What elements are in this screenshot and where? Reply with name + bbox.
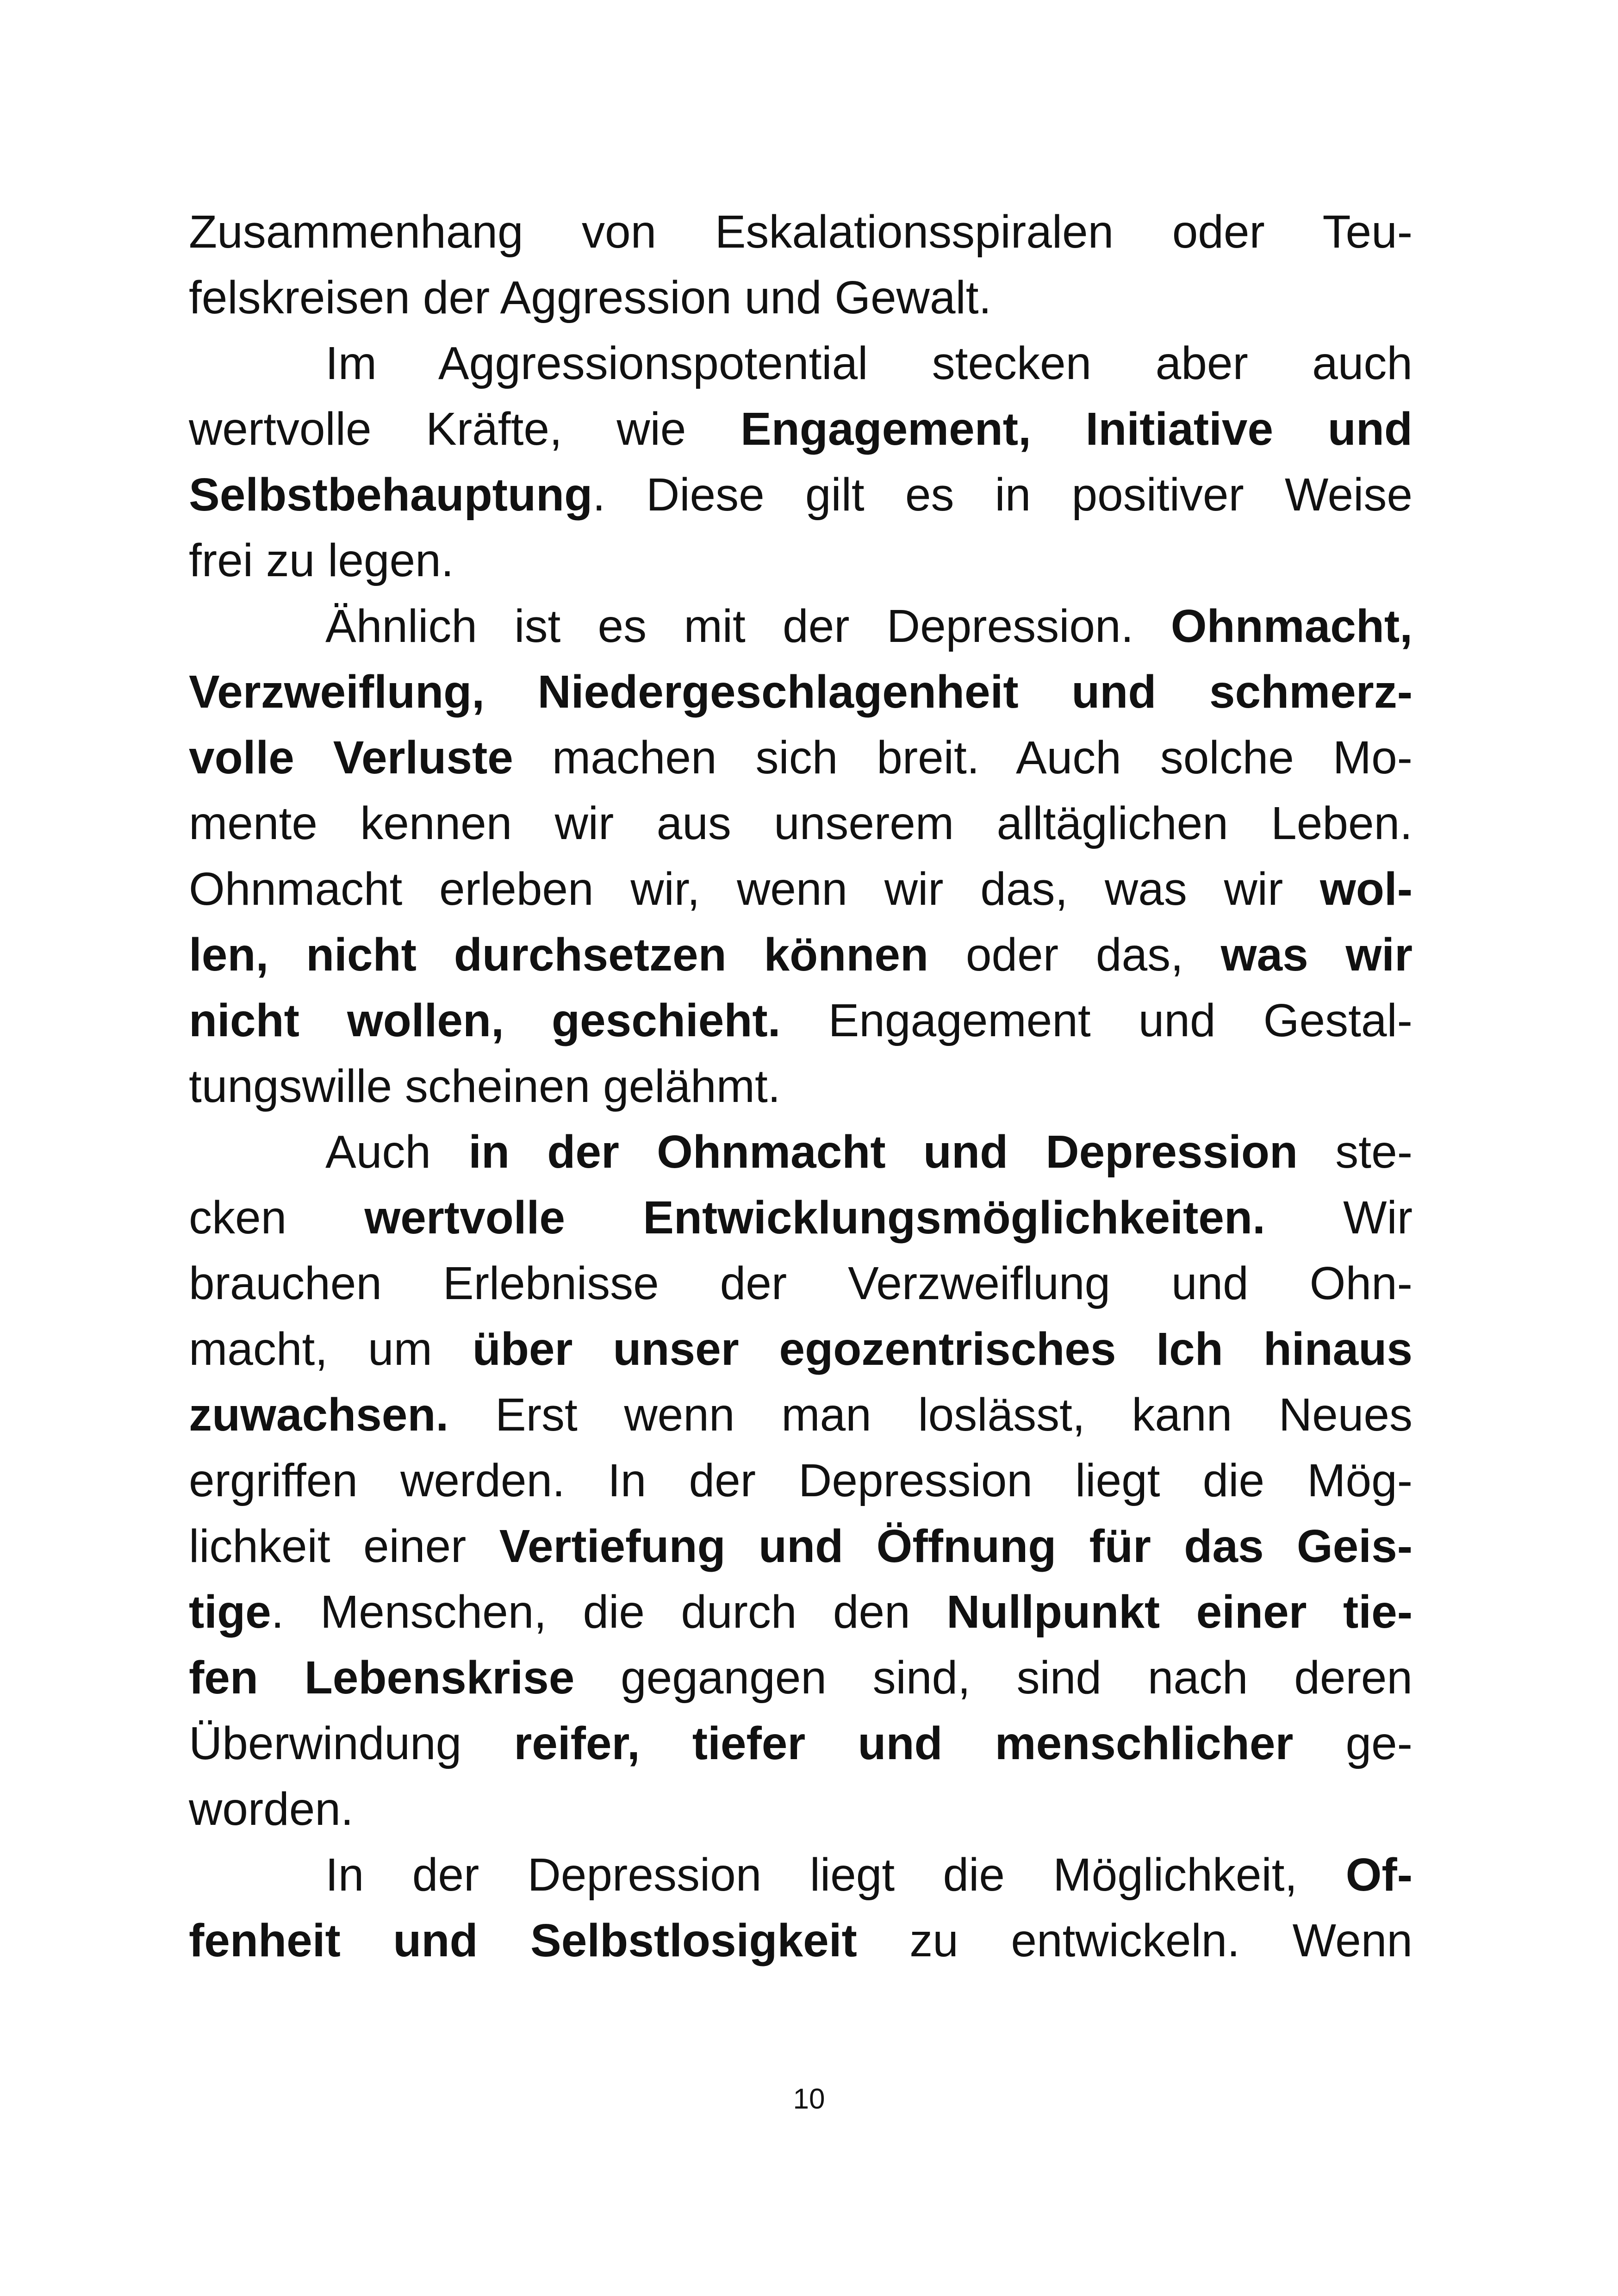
text-line	[189, 1579, 1413, 1645]
text-line	[189, 1842, 1413, 1908]
text-line	[189, 790, 1413, 856]
text-segment: cken	[189, 1192, 365, 1244]
text-segment: worden.	[189, 1783, 354, 1835]
text-line	[189, 265, 1413, 330]
bold-text: was wir	[1220, 929, 1413, 981]
text-segment: Auch	[325, 1126, 469, 1178]
text-segment: felskreisen der Aggression und Gewalt.	[189, 272, 992, 324]
text-segment: Erst wenn man loslässt, kann Neues	[448, 1389, 1413, 1441]
bold-text: len, nicht durchsetzen können	[189, 929, 929, 981]
bold-text: fenheit und Selbstlosigkeit	[189, 1915, 857, 1966]
bold-text: reifer, tiefer und menschlicher	[514, 1717, 1294, 1769]
text-segment: . Menschen, die durch den	[271, 1586, 947, 1638]
text-segment: zu entwickeln. Wenn	[857, 1915, 1413, 1966]
text-line	[189, 462, 1413, 528]
bold-text: Engagement, Initiative und	[741, 403, 1413, 455]
text-segment: Überwindung	[189, 1717, 514, 1769]
text-segment: oder das,	[928, 929, 1221, 981]
text-segment: Engagement und Gestal-	[780, 995, 1413, 1046]
bold-text: Ohnmacht,	[1170, 600, 1413, 652]
bold-text: Vertiefung und Öffnung für das Geis-	[499, 1520, 1413, 1572]
text-line	[189, 1711, 1413, 1776]
text-segment: In der Depression liegt die Möglichkeit,	[325, 1849, 1346, 1901]
text-line	[189, 1908, 1413, 1973]
text-segment: ergriffen werden. In der Depression liegt die Mög-	[189, 1455, 1413, 1506]
text-segment: gegangen sind, sind nach deren	[574, 1652, 1413, 1704]
text-line	[189, 659, 1413, 725]
text-segment: lichkeit einer	[189, 1520, 499, 1572]
text-segment: mente kennen wir aus unserem alltäglichen Leben.	[189, 797, 1413, 849]
text-line	[189, 922, 1413, 988]
bold-text: über unser egozentrisches Ich hinaus	[472, 1323, 1413, 1375]
text-line	[189, 1776, 1413, 1842]
text-segment: ge-	[1293, 1717, 1413, 1769]
text-line	[189, 1448, 1413, 1513]
text-line	[189, 856, 1413, 922]
body-text	[189, 199, 1413, 1973]
text-segment: Ähnlich ist es mit der Depression.	[325, 600, 1171, 652]
text-segment: Im Aggressionspotential stecken aber auch	[325, 337, 1413, 389]
text-line	[189, 1251, 1413, 1316]
bold-text: Of-	[1345, 1849, 1413, 1901]
text-segment: wertvolle Kräfte, wie	[189, 403, 741, 455]
text-line	[189, 528, 1413, 593]
text-segment: . Diese gilt es in positiver Weise	[592, 469, 1413, 521]
text-segment: tungswille scheinen gelähmt.	[189, 1060, 781, 1112]
text-line	[189, 725, 1413, 790]
bold-text: zuwachsen.	[189, 1389, 449, 1441]
text-line	[189, 593, 1413, 659]
page-number: 10	[793, 2083, 825, 2115]
text-segment: frei zu legen.	[189, 535, 454, 586]
text-segment: brauchen Erlebnisse der Verzweiflung und Ohn-	[189, 1257, 1413, 1309]
text-segment: Wir	[1265, 1192, 1413, 1244]
bold-text: nicht wollen, geschieht.	[189, 995, 781, 1046]
bold-text: Verzweiflung, Niedergeschlagenheit und schmerz-	[189, 666, 1413, 718]
text-line	[189, 1316, 1413, 1382]
bold-text: Nullpunkt einer tie-	[946, 1586, 1413, 1638]
bold-text: in der Ohnmacht und Depression	[468, 1126, 1298, 1178]
text-line	[189, 330, 1413, 396]
text-segment: macht, um	[189, 1323, 473, 1375]
text-segment: Zusammenhang von Eskalationsspiralen oder Teu-	[189, 206, 1413, 258]
text-line	[189, 396, 1413, 462]
bold-text: volle Verluste	[189, 732, 513, 784]
bold-text: wol-	[1320, 863, 1413, 915]
text-line	[189, 199, 1413, 265]
bold-text: Selbstbehauptung	[189, 469, 593, 521]
text-segment: Ohnmacht erleben wir, wenn wir das, was wir	[189, 863, 1320, 915]
bold-text: fen Lebenskrise	[189, 1652, 575, 1704]
text-segment: machen sich breit. Auch solche Mo-	[513, 732, 1413, 784]
text-line	[189, 1645, 1413, 1711]
bold-text: wertvolle Entwicklungsmöglichkeiten.	[364, 1192, 1265, 1244]
text-line	[189, 1119, 1413, 1185]
text-line	[189, 988, 1413, 1053]
text-line	[189, 1185, 1413, 1251]
text-line	[189, 1513, 1413, 1579]
bold-text: tige	[189, 1586, 271, 1638]
text-segment: ste-	[1298, 1126, 1413, 1178]
text-line	[189, 1382, 1413, 1448]
text-line	[189, 1053, 1413, 1119]
